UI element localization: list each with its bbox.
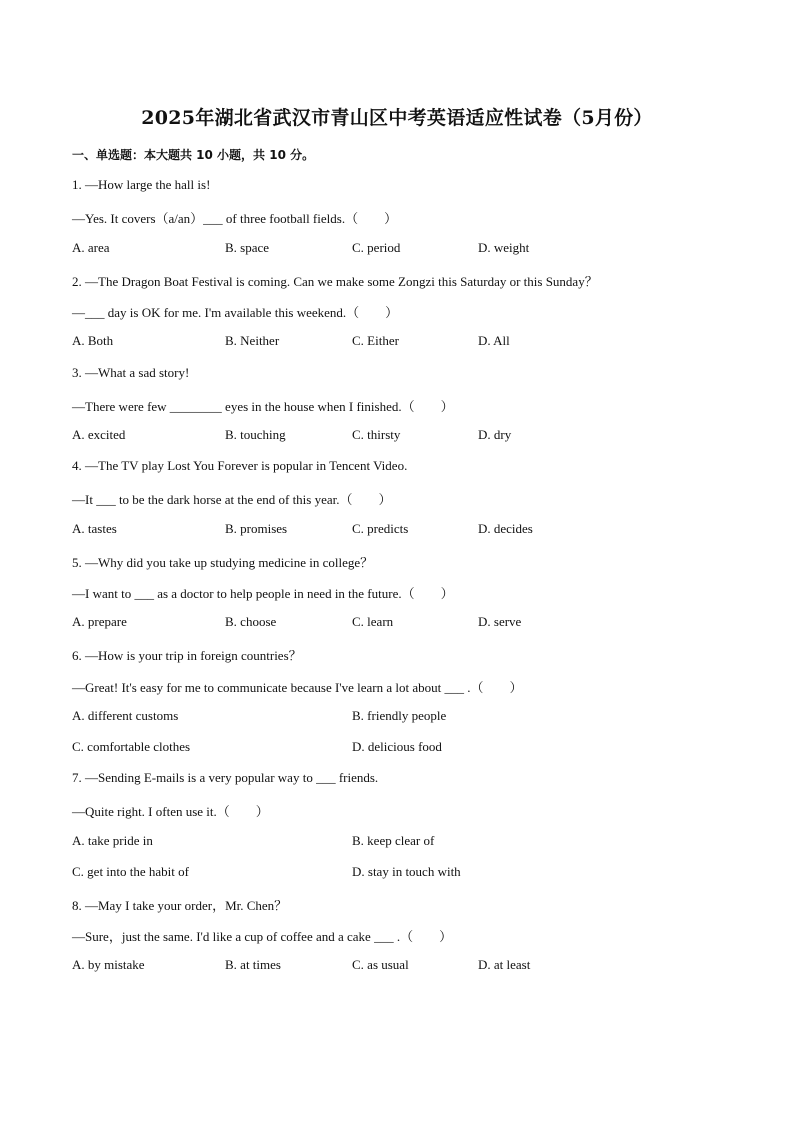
question-6-stem: 6. —How is your trip in foreign countries？ [72, 648, 302, 663]
page-title: 2025年湖北省武汉市青山区中考英语适应性试卷（5月份） [141, 107, 653, 129]
question-6-option-d: D. delicious food [352, 739, 442, 754]
question-1-option-d: D. weight [478, 240, 530, 255]
question-1-option-a: A. area [72, 240, 110, 255]
question-7-stem: 7. —Sending E-mails is a very popular way to ___ friends. [72, 770, 379, 785]
question-7-option-c: C. get into the habit of [72, 864, 189, 879]
question-2-stem: 2. —The Dragon Boat Festival is coming. Can we make some Zongzi this Saturday or this Sunday？ [72, 274, 598, 289]
question-3-option-d: D. dry [478, 427, 512, 442]
question-7-option-d: D. stay in touch with [352, 864, 461, 879]
question-3-option-b: B. touching [225, 427, 286, 442]
question-2-option-b: B. Neither [225, 333, 280, 348]
question-7-option-a: A. take pride in [72, 833, 153, 848]
question-4-option-c: C. predicts [352, 521, 409, 536]
question-4-reply: —It ___ to be the dark horse at the end of this year.（ ） [72, 492, 392, 507]
question-8-option-a: A. by mistake [72, 957, 145, 972]
question-3-option-c: C. thirsty [352, 427, 401, 442]
question-5-option-a: A. prepare [72, 614, 127, 629]
question-6-reply: —Great! It's easy for me to communicate because I've learn a lot about ___ .（ ） [72, 680, 523, 695]
question-5-stem: 5. —Why did you take up studying medicine in college？ [72, 555, 374, 570]
question-8-option-d: D. at least [478, 957, 531, 972]
question-8-reply: —Sure，just the same. I'd like a cup of coffee and a cake ___ .（ ） [72, 929, 453, 944]
question-2-option-a: A. Both [72, 333, 114, 348]
question-5-option-d: D. serve [478, 614, 522, 629]
question-8-stem: 8. —May I take your order，Mr. Chen？ [72, 898, 288, 913]
question-5-option-c: C. learn [352, 614, 394, 629]
question-4-stem: 4. —The TV play Lost You Forever is popular in Tencent Video. [72, 458, 408, 473]
question-2-reply: —___ day is OK for me. I'm available this weekend.（ ） [72, 305, 399, 320]
question-7-reply: —Quite right. I often use it.（ ） [72, 804, 269, 819]
question-3-stem: 3. —What a sad story! [72, 365, 190, 380]
question-8-option-c: C. as usual [352, 957, 409, 972]
question-4-option-b: B. promises [225, 521, 288, 536]
question-4-option-d: D. decides [478, 521, 533, 536]
question-5-reply: —I want to ___ as a doctor to help people in need in the future.（ ） [72, 586, 454, 601]
question-1-reply: —Yes. It covers（a/an）___ of three football fields.（ ） [72, 211, 398, 226]
question-8-option-b: B. at times [225, 957, 281, 972]
question-3-option-a: A. excited [72, 427, 126, 442]
question-7-option-b: B. keep clear of [352, 833, 435, 848]
question-4-option-a: A. tastes [72, 521, 117, 536]
question-5-option-b: B. choose [225, 614, 277, 629]
question-2-option-c: C. Either [352, 333, 399, 348]
question-1-option-b: B. space [225, 240, 270, 255]
question-2-option-d: D. All [478, 333, 510, 348]
question-6-option-b: B. friendly people [352, 708, 447, 723]
section-heading: 一、单选题：本大题共 10 小题，共 10 分。 [72, 148, 315, 162]
question-1-option-c: C. period [352, 240, 401, 255]
question-1-stem: 1. —How large the hall is! [72, 177, 211, 192]
question-6-option-c: C. comfortable clothes [72, 739, 191, 754]
question-6-option-a: A. different customs [72, 708, 179, 723]
question-3-reply: —There were few ________ eyes in the house when I finished.（ ） [72, 399, 454, 414]
